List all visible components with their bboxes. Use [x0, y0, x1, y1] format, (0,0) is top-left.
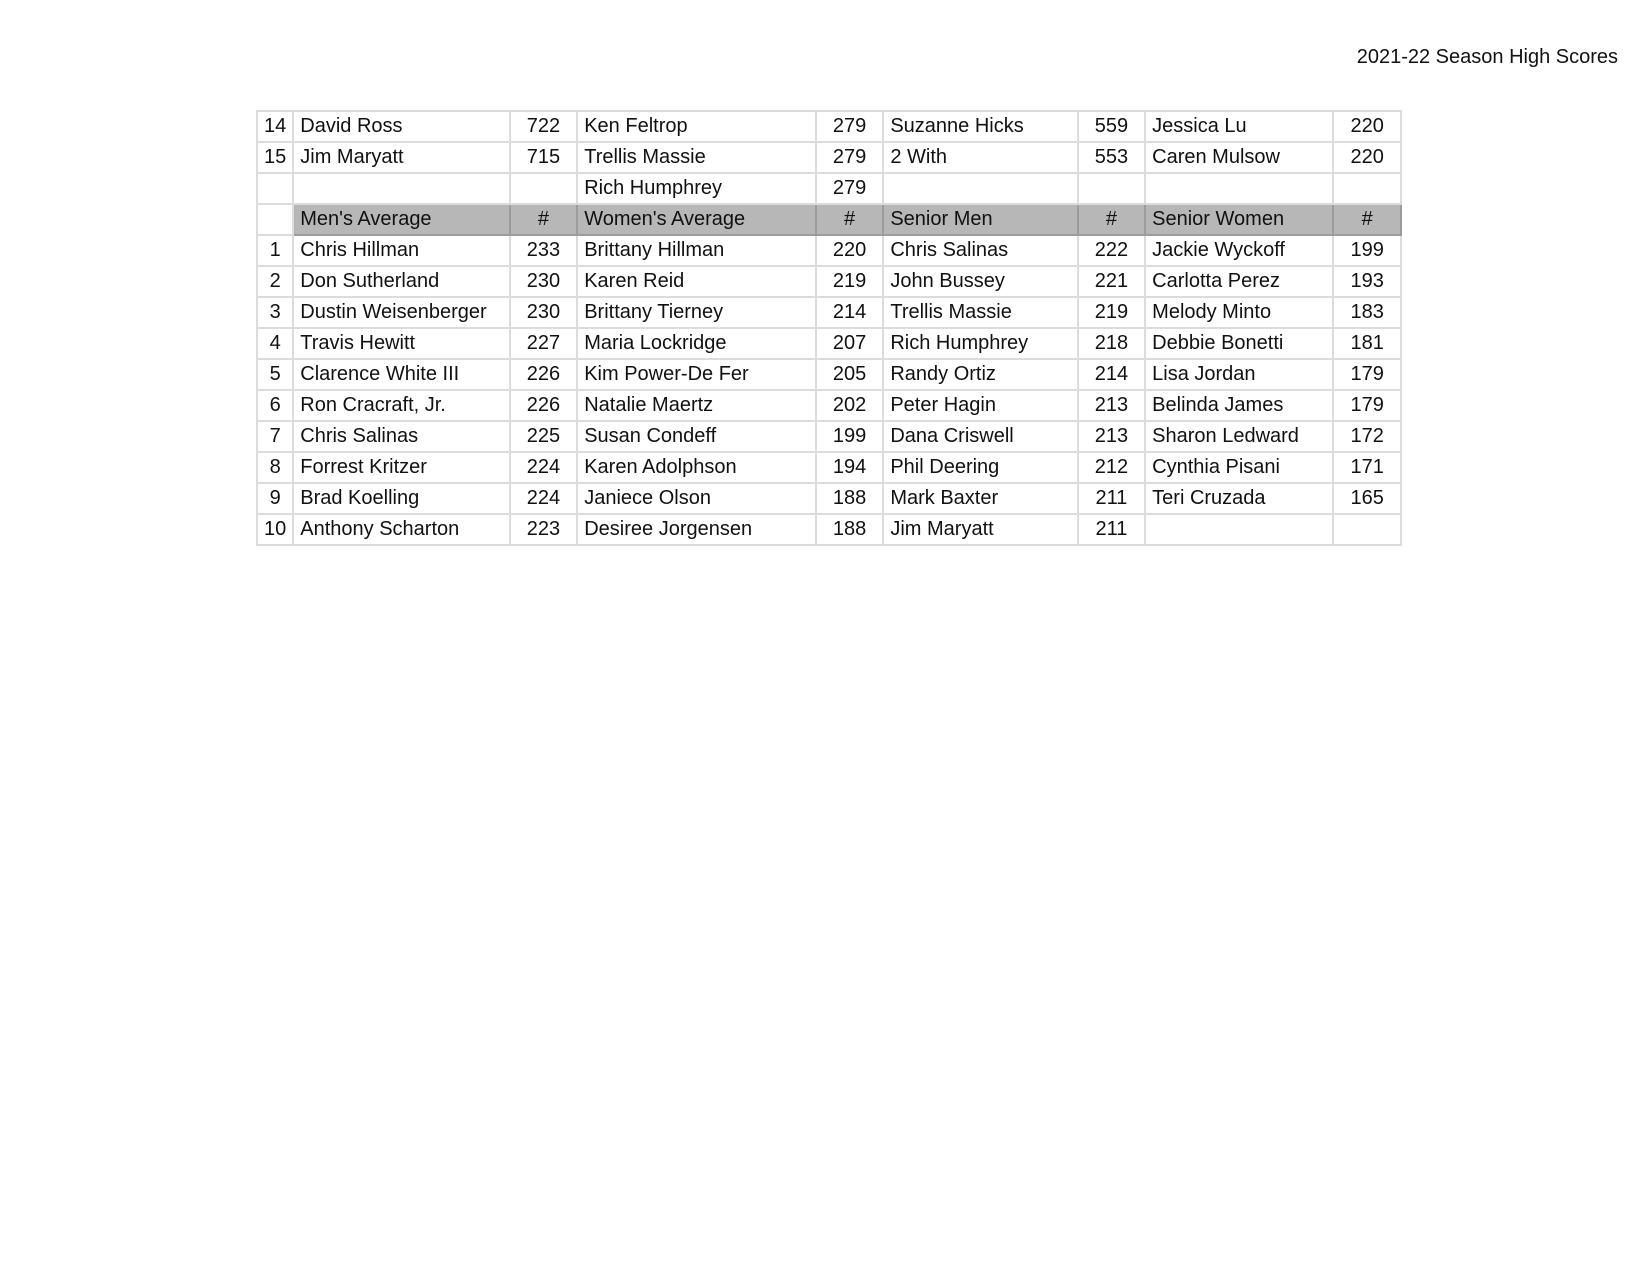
mens-average-name: Chris Hillman	[293, 235, 510, 266]
mens-average-name: Clarence White III	[293, 359, 510, 390]
header-womens-average-count: #	[816, 204, 883, 235]
rank-cell: 8	[257, 452, 293, 483]
womens-average-name: Trellis Massie	[577, 142, 816, 173]
table-body	[257, 111, 1401, 545]
womens-average-name: Janiece Olson	[577, 483, 816, 514]
table-row	[257, 266, 1401, 297]
header-mens-average-count: #	[510, 204, 577, 235]
mens-average-score: 233	[510, 235, 577, 266]
senior-men-score: 213	[1078, 421, 1145, 452]
senior-women-name: Lisa Jordan	[1145, 359, 1333, 390]
senior-men-name: Trellis Massie	[883, 297, 1077, 328]
senior-men-name: Peter Hagin	[883, 390, 1077, 421]
senior-men-score: 219	[1078, 297, 1145, 328]
senior-men-score: 213	[1078, 390, 1145, 421]
senior-men-name: Phil Deering	[883, 452, 1077, 483]
table-row	[257, 111, 1401, 142]
mens-average-name: Don Sutherland	[293, 266, 510, 297]
senior-men-score: 553	[1078, 142, 1145, 173]
header-senior-men: Senior Men	[883, 204, 1077, 235]
senior-women-score: 220	[1333, 142, 1401, 173]
womens-average-score: 279	[816, 111, 883, 142]
senior-women-name: Jessica Lu	[1145, 111, 1333, 142]
mens-average-score: 722	[510, 111, 577, 142]
womens-average-score: 205	[816, 359, 883, 390]
table-row	[257, 390, 1401, 421]
womens-average-score: 194	[816, 452, 883, 483]
womens-average-score: 188	[816, 483, 883, 514]
mens-average-name: Forrest Kritzer	[293, 452, 510, 483]
senior-women-score: 179	[1333, 390, 1401, 421]
mens-average-score: 226	[510, 359, 577, 390]
womens-average-score: 202	[816, 390, 883, 421]
senior-men-name: Suzanne Hicks	[883, 111, 1077, 142]
mens-average-name: Jim Maryatt	[293, 142, 510, 173]
mens-average-score: 226	[510, 390, 577, 421]
womens-average-name: Karen Adolphson	[577, 452, 816, 483]
senior-women-name	[1145, 514, 1333, 545]
mens-average-score: 230	[510, 266, 577, 297]
mens-average-name: Travis Hewitt	[293, 328, 510, 359]
mens-average-score	[510, 173, 577, 204]
mens-average-name: Anthony Scharton	[293, 514, 510, 545]
womens-average-name: Natalie Maertz	[577, 390, 816, 421]
rank-cell: 10	[257, 514, 293, 545]
rank-cell: 9	[257, 483, 293, 514]
senior-women-name: Debbie Bonetti	[1145, 328, 1333, 359]
womens-average-name: Maria Lockridge	[577, 328, 816, 359]
mens-average-score: 230	[510, 297, 577, 328]
mens-average-name: Dustin Weisenberger	[293, 297, 510, 328]
senior-men-name: Jim Maryatt	[883, 514, 1077, 545]
senior-women-score: 179	[1333, 359, 1401, 390]
rank-cell: 2	[257, 266, 293, 297]
senior-men-name: John Bussey	[883, 266, 1077, 297]
mens-average-name	[293, 173, 510, 204]
mens-average-score: 223	[510, 514, 577, 545]
womens-average-score: 188	[816, 514, 883, 545]
senior-women-score: 181	[1333, 328, 1401, 359]
womens-average-score: 279	[816, 142, 883, 173]
table-row	[257, 142, 1401, 173]
womens-average-score: 207	[816, 328, 883, 359]
header-senior-women-count: #	[1333, 204, 1401, 235]
header-senior-women: Senior Women	[1145, 204, 1333, 235]
mens-average-score: 227	[510, 328, 577, 359]
womens-average-score: 199	[816, 421, 883, 452]
table-row	[257, 173, 1401, 204]
rank-cell: 6	[257, 390, 293, 421]
mens-average-name: Ron Cracraft, Jr.	[293, 390, 510, 421]
senior-women-score	[1333, 173, 1401, 204]
senior-men-score: 211	[1078, 514, 1145, 545]
table-row	[257, 483, 1401, 514]
senior-women-score: 172	[1333, 421, 1401, 452]
womens-average-name: Brittany Tierney	[577, 297, 816, 328]
womens-average-name: Brittany Hillman	[577, 235, 816, 266]
senior-women-name: Teri Cruzada	[1145, 483, 1333, 514]
senior-men-score: 222	[1078, 235, 1145, 266]
womens-average-name: Susan Condeff	[577, 421, 816, 452]
table-row	[257, 297, 1401, 328]
senior-women-name: Sharon Ledward	[1145, 421, 1333, 452]
senior-men-score: 214	[1078, 359, 1145, 390]
senior-women-score: 220	[1333, 111, 1401, 142]
mens-average-name: David Ross	[293, 111, 510, 142]
mens-average-score: 224	[510, 483, 577, 514]
senior-men-name	[883, 173, 1077, 204]
womens-average-score: 220	[816, 235, 883, 266]
rank-cell: 4	[257, 328, 293, 359]
table-row	[257, 235, 1401, 266]
senior-women-name: Caren Mulsow	[1145, 142, 1333, 173]
senior-men-score: 218	[1078, 328, 1145, 359]
section-header-row	[257, 204, 1401, 235]
page-header: 2021-22 Season High Scores	[1356, 46, 1618, 68]
senior-men-name: Chris Salinas	[883, 235, 1077, 266]
table-row	[257, 328, 1401, 359]
header-mens-average: Men's Average	[293, 204, 510, 235]
senior-men-name: Mark Baxter	[883, 483, 1077, 514]
senior-men-name: Rich Humphrey	[883, 328, 1077, 359]
header-womens-average: Women's Average	[577, 204, 816, 235]
rank-cell: 5	[257, 359, 293, 390]
senior-men-score: 212	[1078, 452, 1145, 483]
womens-average-score: 279	[816, 173, 883, 204]
scores-table	[256, 110, 1402, 546]
senior-women-score: 193	[1333, 266, 1401, 297]
womens-average-name: Ken Feltrop	[577, 111, 816, 142]
womens-average-score: 214	[816, 297, 883, 328]
senior-men-name: Dana Criswell	[883, 421, 1077, 452]
womens-average-name: Rich Humphrey	[577, 173, 816, 204]
table-row	[257, 359, 1401, 390]
senior-men-name: 2 With	[883, 142, 1077, 173]
senior-women-name: Belinda James	[1145, 390, 1333, 421]
rank-cell: 14	[257, 111, 293, 142]
rank-cell: 7	[257, 421, 293, 452]
senior-women-name	[1145, 173, 1333, 204]
table-row	[257, 514, 1401, 545]
mens-average-score: 224	[510, 452, 577, 483]
womens-average-name: Kim Power-De Fer	[577, 359, 816, 390]
senior-women-score: 183	[1333, 297, 1401, 328]
table-row	[257, 421, 1401, 452]
senior-women-score: 165	[1333, 483, 1401, 514]
header-senior-men-count: #	[1078, 204, 1145, 235]
senior-women-name: Carlotta Perez	[1145, 266, 1333, 297]
senior-women-name: Jackie Wyckoff	[1145, 235, 1333, 266]
mens-average-score: 715	[510, 142, 577, 173]
rank-cell: 1	[257, 235, 293, 266]
senior-men-score	[1078, 173, 1145, 204]
senior-women-name: Cynthia Pisani	[1145, 452, 1333, 483]
senior-women-score: 199	[1333, 235, 1401, 266]
womens-average-score: 219	[816, 266, 883, 297]
table-row	[257, 452, 1401, 483]
womens-average-name: Karen Reid	[577, 266, 816, 297]
senior-men-score: 211	[1078, 483, 1145, 514]
senior-women-score	[1333, 514, 1401, 545]
senior-women-score: 171	[1333, 452, 1401, 483]
mens-average-name: Brad Koelling	[293, 483, 510, 514]
senior-men-name: Randy Ortiz	[883, 359, 1077, 390]
mens-average-name: Chris Salinas	[293, 421, 510, 452]
senior-men-score: 559	[1078, 111, 1145, 142]
senior-women-name: Melody Minto	[1145, 297, 1333, 328]
rank-cell: 3	[257, 297, 293, 328]
senior-men-score: 221	[1078, 266, 1145, 297]
mens-average-score: 225	[510, 421, 577, 452]
rank-cell: 15	[257, 142, 293, 173]
rank-cell	[257, 173, 293, 204]
womens-average-name: Desiree Jorgensen	[577, 514, 816, 545]
header-rank-cell	[257, 204, 293, 235]
